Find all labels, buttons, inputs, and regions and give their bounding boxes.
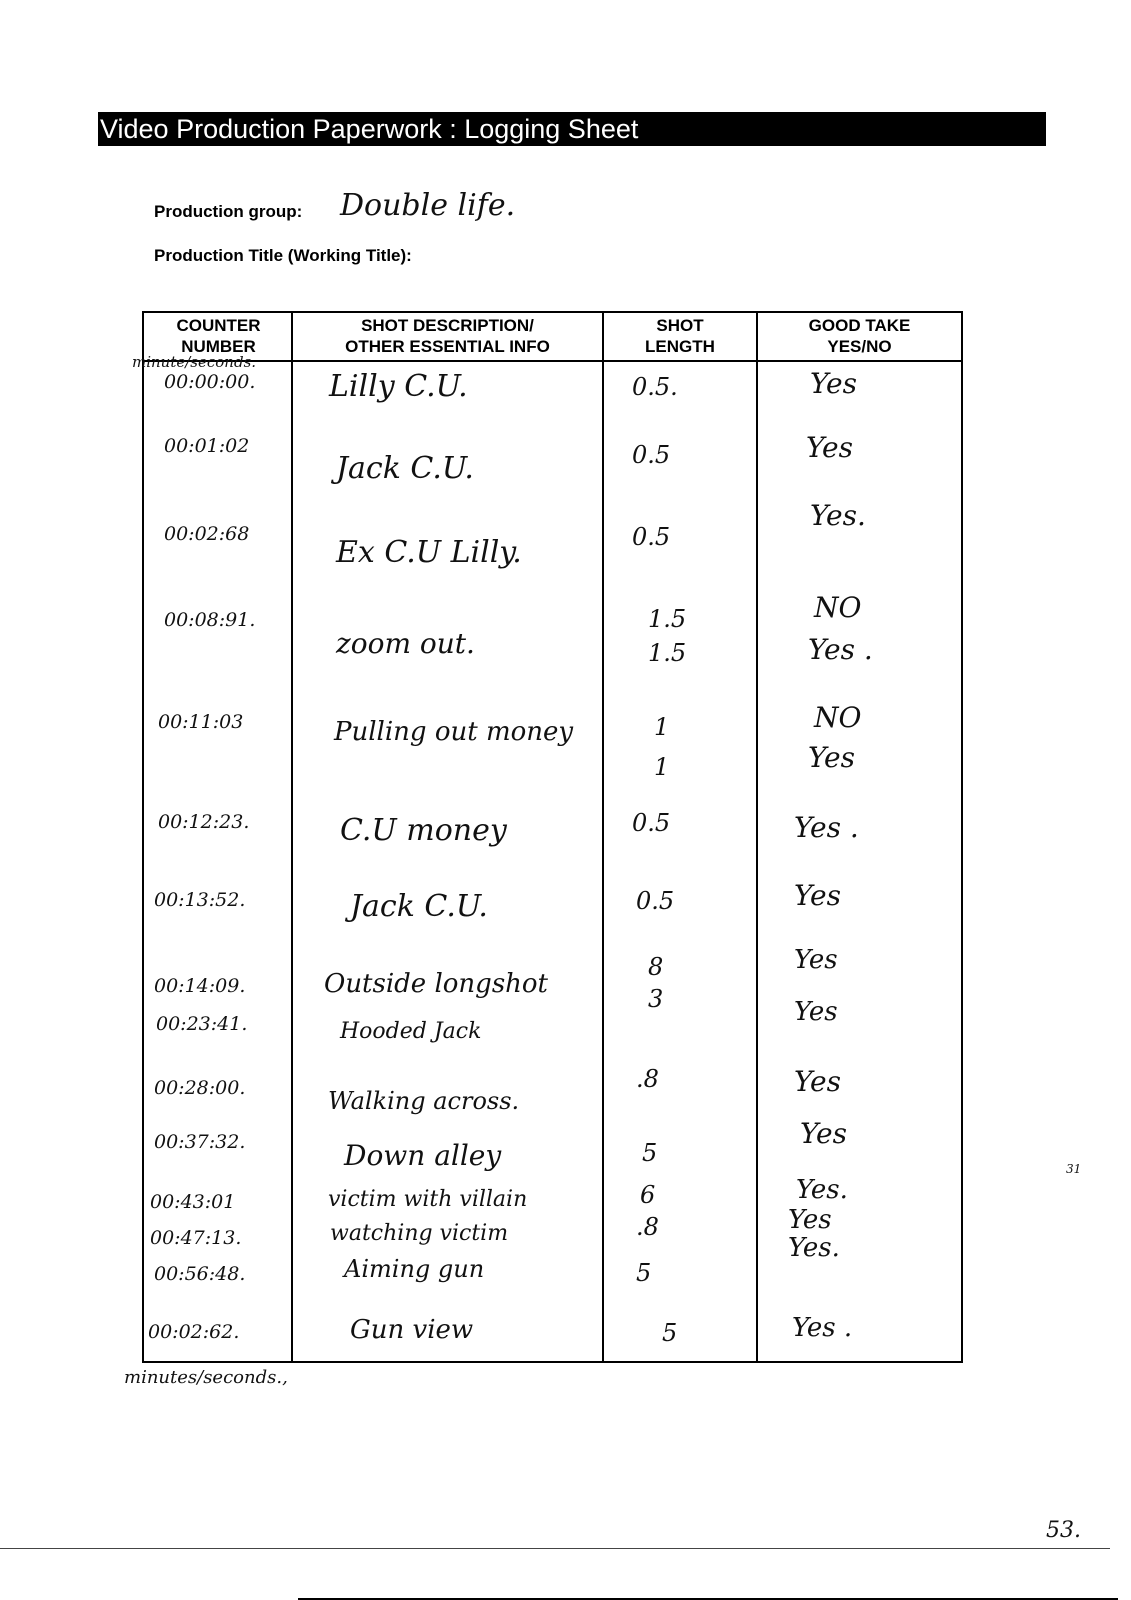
description-cell: Down alley bbox=[344, 1139, 502, 1172]
description-cell: zoom out. bbox=[336, 627, 475, 660]
take-cell: Yes bbox=[806, 431, 853, 464]
counter-cell: 00:12:23. bbox=[158, 811, 250, 833]
counter-cell: 00:02:68 bbox=[164, 523, 250, 545]
length-cell: 8 bbox=[648, 953, 664, 981]
margin-mark: 31 bbox=[1066, 1162, 1082, 1176]
units-note-bottom: minutes/seconds., bbox=[124, 1367, 288, 1388]
take-cell: Yes. bbox=[796, 1175, 848, 1205]
description-cell: Walking across. bbox=[328, 1087, 520, 1115]
column-divider bbox=[602, 313, 604, 1361]
header-take-line2: YES/NO bbox=[827, 337, 892, 356]
description-cell: Gun view bbox=[350, 1315, 474, 1345]
take-cell-second: Yes bbox=[808, 741, 855, 774]
description-cell: Aiming gun bbox=[344, 1255, 485, 1283]
description-cell: victim with villain bbox=[328, 1187, 528, 1212]
description-cell-second: Hooded Jack bbox=[340, 1019, 482, 1044]
column-divider bbox=[756, 313, 758, 1361]
length-cell: 5 bbox=[662, 1319, 678, 1347]
take-cell: Yes. bbox=[788, 1233, 840, 1263]
description-cell: Lilly C.U. bbox=[329, 369, 468, 404]
take-cell: Yes bbox=[794, 879, 841, 912]
header-good-take bbox=[758, 315, 961, 360]
description-cell: C.U money bbox=[340, 813, 507, 848]
take-cell: Yes bbox=[800, 1117, 847, 1150]
header-shot-description bbox=[293, 315, 602, 360]
page-number: 53. bbox=[1046, 1518, 1081, 1543]
header-description-line1: SHOT DESCRIPTION/ bbox=[361, 316, 534, 335]
take-cell-second: Yes . bbox=[808, 633, 873, 666]
length-cell: .8 bbox=[636, 1065, 659, 1093]
counter-cell: 00:56:48. bbox=[154, 1263, 246, 1285]
length-cell: 5 bbox=[636, 1259, 652, 1287]
take-cell: Yes bbox=[810, 367, 857, 400]
description-cell: Jack C.U. bbox=[336, 451, 474, 486]
description-cell: Pulling out money bbox=[334, 717, 574, 747]
take-cell-second: Yes bbox=[794, 997, 838, 1027]
production-group-value: Double life. bbox=[340, 188, 516, 223]
counter-cell: 00:14:09. bbox=[154, 975, 246, 997]
counter-cell: 00:01:02 bbox=[164, 435, 250, 457]
length-cell: 0.5 bbox=[632, 809, 671, 837]
length-cell: 5 bbox=[642, 1139, 658, 1167]
counter-cell: 00:37:32. bbox=[154, 1131, 246, 1153]
length-cell-second: 3 bbox=[648, 985, 664, 1013]
footer-rule bbox=[0, 1548, 1110, 1549]
take-cell: Yes bbox=[794, 945, 838, 975]
column-divider bbox=[291, 313, 293, 1361]
length-cell-second: 1 bbox=[654, 753, 670, 781]
description-cell: watching victim bbox=[330, 1221, 509, 1246]
take-cell: Yes. bbox=[810, 499, 866, 532]
header-description-line2: OTHER ESSENTIAL INFO bbox=[345, 337, 550, 356]
length-cell: 0.5. bbox=[632, 373, 678, 401]
header-take-line1: GOOD TAKE bbox=[808, 316, 911, 335]
length-cell: 0.5 bbox=[636, 887, 675, 915]
take-cell: NO bbox=[814, 591, 862, 624]
header-divider bbox=[144, 360, 961, 362]
description-cell: Jack C.U. bbox=[350, 889, 488, 924]
length-cell-second: 1.5 bbox=[648, 639, 687, 667]
counter-cell-second: 00:23:41. bbox=[156, 1013, 248, 1035]
take-cell: Yes bbox=[794, 1065, 841, 1098]
counter-cell: 00:47:13. bbox=[150, 1227, 242, 1249]
header-counter-line1: COUNTER bbox=[176, 316, 261, 335]
length-cell: 1.5 bbox=[648, 605, 687, 633]
counter-cell: 00:43:01 bbox=[150, 1191, 236, 1213]
header-length-line2: LENGTH bbox=[645, 337, 715, 356]
length-cell: 1 bbox=[654, 713, 670, 741]
counter-cell: 00:28:00. bbox=[154, 1077, 246, 1099]
production-title-label: Production Title (Working Title): bbox=[154, 246, 412, 265]
length-cell: 0.5 bbox=[632, 441, 671, 469]
sheet-title-banner: Video Production Paperwork : Logging Sheet bbox=[98, 112, 1046, 146]
header-counter-line2: NUMBER bbox=[181, 337, 256, 356]
take-cell: Yes . bbox=[792, 1313, 853, 1343]
header-length-line1: SHOT bbox=[656, 316, 704, 335]
header-shot-length bbox=[604, 315, 756, 360]
counter-cell: 00:00:00. bbox=[164, 371, 256, 393]
description-cell: Ex C.U Lilly. bbox=[336, 535, 522, 570]
take-cell: NO bbox=[814, 701, 862, 734]
take-cell: Yes bbox=[788, 1205, 832, 1235]
counter-cell: 00:02:62. bbox=[148, 1321, 240, 1343]
take-cell: Yes . bbox=[794, 811, 859, 844]
units-note-top: minute/seconds. bbox=[132, 353, 257, 371]
length-cell: 0.5 bbox=[632, 523, 671, 551]
production-group-label: Production group: bbox=[154, 202, 303, 221]
counter-cell: 00:08:91. bbox=[164, 609, 256, 631]
logging-table bbox=[132, 311, 963, 1363]
description-cell: Outside longshot bbox=[324, 969, 549, 999]
counter-cell: 00:13:52. bbox=[154, 889, 246, 911]
length-cell: .8 bbox=[636, 1213, 659, 1241]
length-cell: 6 bbox=[640, 1181, 656, 1209]
counter-cell: 00:11:03 bbox=[158, 711, 244, 733]
